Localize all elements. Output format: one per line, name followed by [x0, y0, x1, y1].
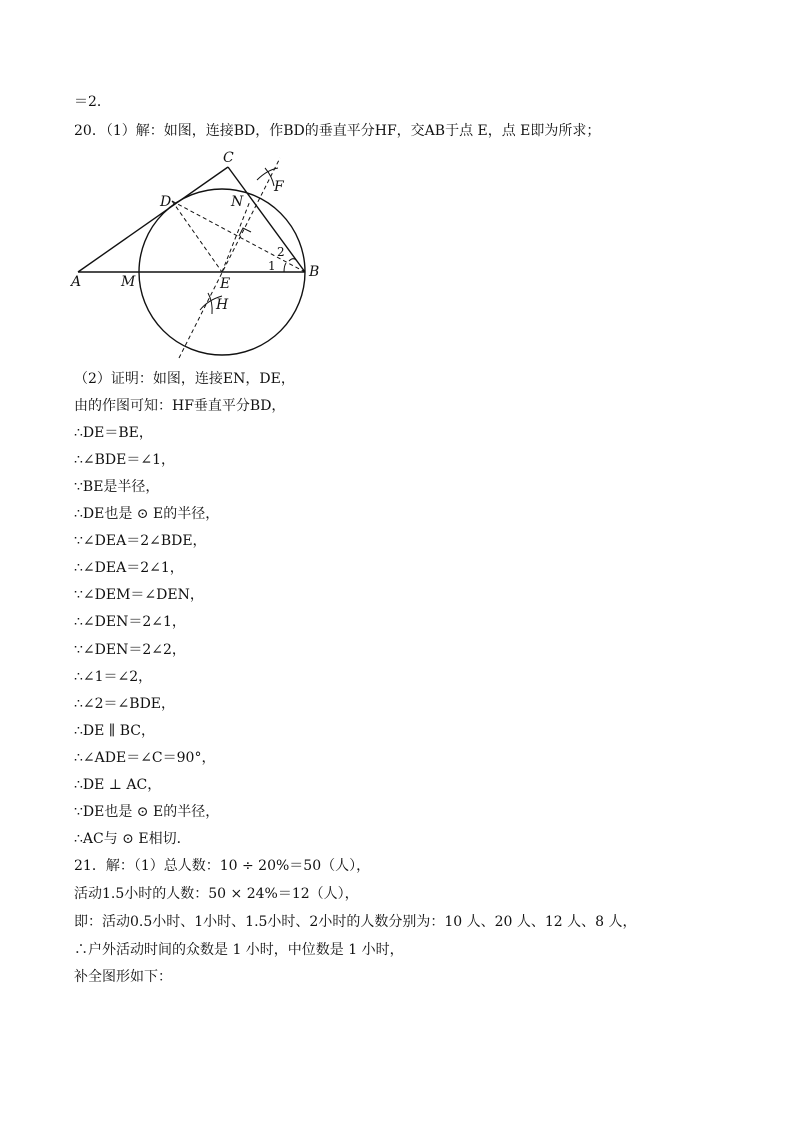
segment-cb	[228, 167, 305, 272]
text-line-10: ∵∠DEM＝∠DEN，	[74, 587, 204, 603]
text-line-19: ∴AC与 ⊙ E相切．	[74, 831, 191, 847]
angle-2-arc	[289, 259, 296, 261]
text-line-20: 21．解：（1）总人数：10 ÷ 20%＝50（人），	[74, 858, 371, 874]
text-line-7: ∴DE也是 ⊙ E的半径，	[74, 506, 220, 522]
text-line-16: ∴∠ADE＝∠C＝90°，	[74, 750, 216, 766]
right-angle-mark	[239, 228, 251, 236]
label-m: M	[121, 274, 136, 290]
text-line-12: ∵∠DEN＝2∠2，	[74, 642, 186, 658]
segment-ac	[78, 167, 228, 272]
angle-1-arc	[284, 263, 286, 272]
geometry-figure	[60, 148, 360, 363]
text-line-6: ∵BE是半径，	[74, 479, 160, 495]
text-line-18: ∵DE也是 ⊙ E的半径，	[74, 804, 220, 820]
text-line-3: 由的作图可知：HF垂直平分BD，	[74, 398, 286, 414]
text-line-22: 即：活动0.5小时、1小时、1.5小时、2小时的人数分别为：10 人、20 人、12 人、8 人，	[74, 914, 637, 930]
segment-de-dashed	[172, 201, 222, 272]
label-b: B	[309, 264, 320, 280]
segment-en-dashed	[222, 201, 250, 272]
label-h: H	[216, 297, 229, 313]
label-e: E	[220, 276, 231, 292]
label-a: A	[71, 274, 82, 290]
segment-db-dashed	[172, 201, 305, 272]
label-d: D	[160, 194, 172, 210]
text-line-4: ∴DE＝BE，	[74, 425, 153, 441]
text-line-11: ∴∠DEN＝2∠1，	[74, 614, 186, 630]
arc-h-2	[208, 293, 212, 314]
geometry-svg	[60, 148, 360, 363]
label-n: N	[231, 194, 244, 210]
text-line-0: ＝2．	[74, 94, 111, 110]
text-line-23: ∴户外活动时间的众数是 1 小时，中位数是 1 小时，	[74, 942, 404, 958]
text-line-8: ∵∠DEA＝2∠BDE，	[74, 533, 207, 549]
text-line-1: 20．（1）解：如图，连接BD，作BD的垂直平分HF，交AB于点 E，点 E即为所求；	[74, 123, 601, 139]
text-line-15: ∴DE ∥ BC，	[74, 723, 155, 739]
label-angle-1: 1	[268, 259, 276, 273]
text-line-24: 补全图形如下：	[74, 969, 172, 985]
text-line-14: ∴∠2＝∠BDE，	[74, 696, 176, 712]
perpendicular-bisector-hf	[179, 158, 280, 358]
text-line-21: 活动1.5小时的人数：50 × 24%＝12（人），	[74, 886, 359, 902]
label-c: C	[223, 150, 234, 166]
text-line-2: （2）证明：如图，连接EN，DE，	[74, 371, 295, 387]
text-line-9: ∴∠DEA＝2∠1，	[74, 560, 184, 576]
label-f: F	[274, 179, 284, 195]
label-angle-2: 2	[277, 245, 285, 259]
text-line-5: ∴∠BDE＝∠1，	[74, 452, 176, 468]
text-line-13: ∴∠1＝∠2，	[74, 669, 153, 685]
text-line-17: ∴DE ⊥ AC，	[74, 777, 162, 793]
